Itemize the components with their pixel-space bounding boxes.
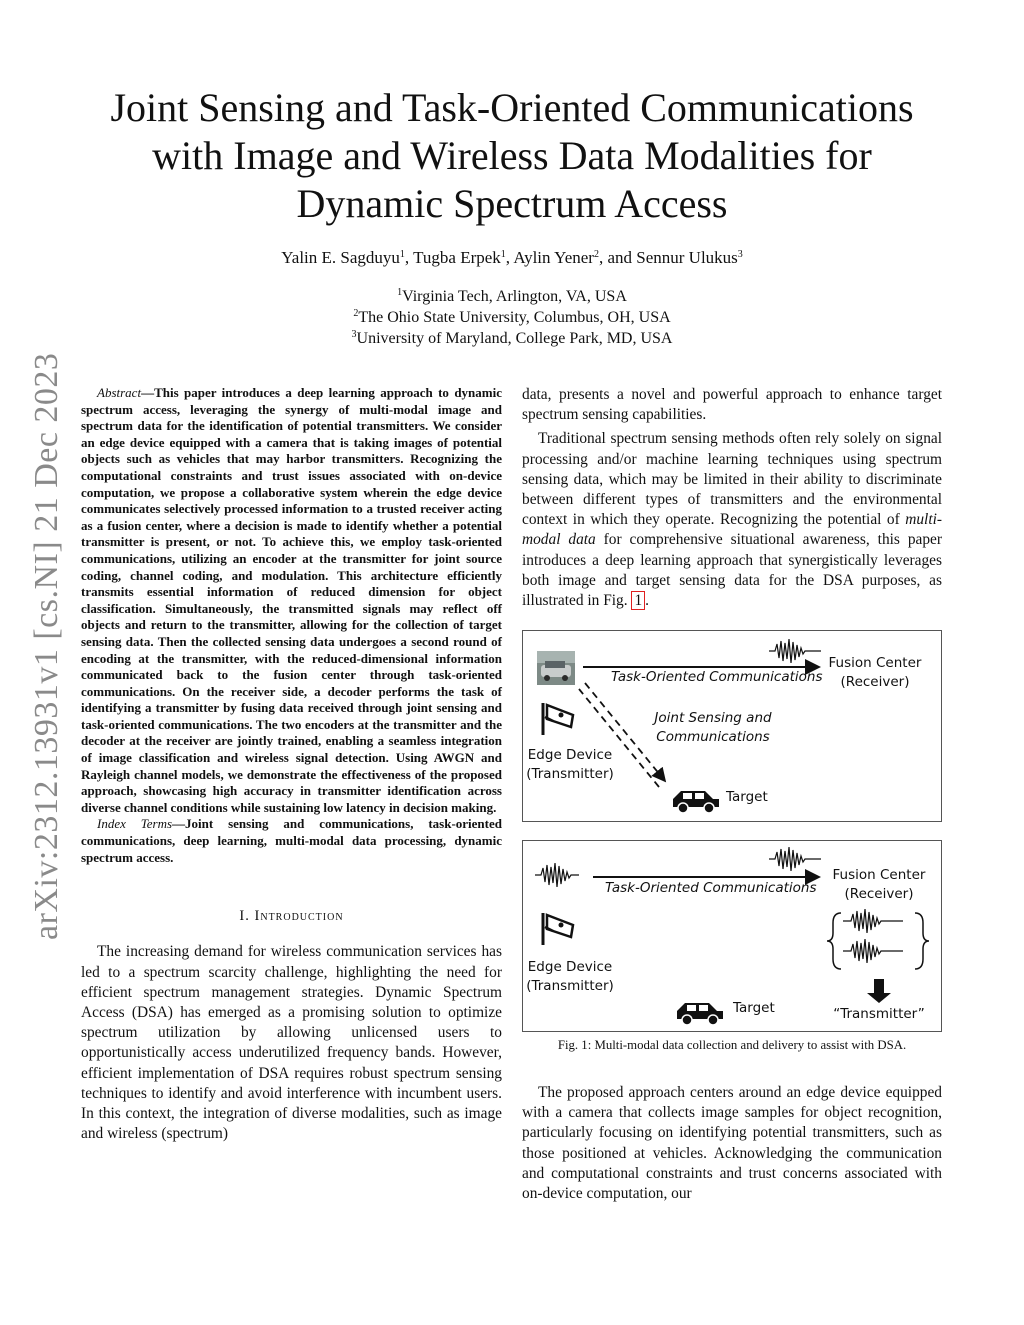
figure-caption: Fig. 1: Multi-modal data collection and delivery to assist with DSA. xyxy=(557,1038,907,1052)
affiliation-mark: 1 xyxy=(397,287,403,298)
author-affiliation-mark: 1 xyxy=(399,249,405,260)
joint-sensing-label: Joint Sensing and xyxy=(654,710,772,726)
edge-device-label: Edge Device xyxy=(527,959,613,975)
figure-reference-link[interactable]: 1 xyxy=(631,591,645,610)
right-paragraph: The proposed approach centers around an edge device equipped with a camera that collects image samples for object recognition, particularly focusing on identifying potential transmitters, such as those positioned at vehicles. Acknowledging the communication and computational constraints and trust concerns associated with on-device computation, our xyxy=(522,1084,942,1203)
figure-top-panel xyxy=(522,630,942,822)
camera-icon xyxy=(543,703,573,735)
right-paragraph xyxy=(522,429,942,611)
right-brace-icon xyxy=(915,913,929,969)
index-terms xyxy=(81,816,502,866)
affiliation-text: University of Maryland, College Park, MD, USA xyxy=(356,330,673,347)
signal-waveform-icon xyxy=(843,939,903,963)
abstract-dash: — xyxy=(141,385,155,400)
author-separator: , xyxy=(404,248,414,267)
affiliation-mark: 3 xyxy=(351,329,357,340)
edge-device-label: Edge Device xyxy=(527,747,613,763)
down-arrow-icon xyxy=(867,979,891,1003)
receiver-label: (Receiver) xyxy=(844,886,914,902)
section-heading xyxy=(81,906,502,926)
signal-waveform-icon xyxy=(769,639,821,663)
abstract-text: This paper introduces a deep learning approach to dynamic spectrum access, leveraging the synergy of multi-modal image and spectrum data for the identification of potential transmitters. We consider an edge device equipped with a camera that is taking images of potential objects such as vehicles that may harbor transmitters. Recognizing the computational constraints and trust issues associated with on-device computation, we propose a collaborative system wherein the edge device communicates selectively processed information to a trusted receiver acting as a fusion center, where a decision is made to identify whether a potential transmitter is present, or not. To achieve this, we employ task-oriented communications, utilizing an encoder at the transmitter for joint source coding, channel coding, and modulation. This architecture efficiently transmits essential information of reduced dimension for object classification. Simultaneously, the transmitted signals may reflect off objects and return to the transmitter, allowing for the collection of target sensing data. Then the collected sensing data undergoes a second round of encoding at the transmitter, with the reduced-dimensional information communicated back to the fusion center through task-oriented communications. On the receiver side, a decoder performs the task of identifying a transmitter by fusing data received through joint sensing and task-oriented communications. The two encoders at the transmitter and the decoder at the receiver are jointly trained, enabling a seamless integration of image classification and wireless signal detection. Using AWGN and Rayleigh channel models, we demonstrate the effectiveness of the proposed approach, showcasing high accuracy in transmitter identification across diverse channel conditions while sustaining low latency in decision making. xyxy=(81,385,502,815)
title-line: Joint Sensing and Task-Oriented Communications xyxy=(110,85,914,130)
left-brace-icon xyxy=(827,913,841,969)
author-affiliation-mark: 1 xyxy=(500,249,506,260)
right-column xyxy=(522,385,942,611)
abstract-label: Abstract xyxy=(97,385,142,400)
output-label: “Transmitter” xyxy=(833,1006,925,1022)
section-title: Introduction xyxy=(254,908,344,925)
arxiv-stamp: arXiv:2312.13931v1 [cs.NI] 21 Dec 2023 xyxy=(28,352,65,940)
abstract xyxy=(81,385,502,816)
left-column xyxy=(81,385,502,1144)
fusion-center-label: Fusion Center xyxy=(828,655,922,671)
right-paragraph: data, presents a novel and powerful approach to enhance target spectrum sensing capabilities. xyxy=(522,386,942,424)
author-list xyxy=(60,248,964,268)
target-label: Target xyxy=(726,789,768,805)
camera-icon xyxy=(543,913,573,945)
transmitter-label: (Transmitter) xyxy=(526,766,614,782)
fusion-center-label: Fusion Center xyxy=(832,867,926,883)
index-terms-dash: — xyxy=(172,816,186,832)
paragraph-text: Traditional spectrum sensing methods often rely solely on signal processing and/or machine learning techniques using spectrum sensing data, which may be limited in their ability to discriminate between different types of transmitters and the environmental context in which they operate. Recognizing the potential of xyxy=(522,430,942,529)
index-terms-label: Index Terms xyxy=(97,816,173,832)
title-line: with Image and Wireless Data Modalities for xyxy=(152,133,872,178)
index-terms-text: Joint sensing and communications, task-oriented communications, deep learning, multi-modal data processing, dynamic spectrum access. xyxy=(81,816,502,865)
transmitter-label: (Transmitter) xyxy=(526,978,614,994)
affiliation xyxy=(60,330,964,348)
vehicle-photo xyxy=(537,651,575,685)
car-icon xyxy=(673,791,719,813)
author-affiliation-mark: 2 xyxy=(593,249,599,260)
author-separator: , xyxy=(505,248,514,267)
emphasis-text: multi-modal data xyxy=(522,511,942,549)
receiver-label: (Receiver) xyxy=(840,674,910,690)
figure-bottom-panel xyxy=(522,840,942,1032)
signal-waveform-icon xyxy=(843,909,903,933)
signal-waveform-icon xyxy=(769,847,821,871)
paragraph-text: for comprehensive situational awareness, this paper introduces a deep learning approach that synergistically leverages both image and target sensing data for the DSA purposes, as illustrated in Fig. xyxy=(522,531,942,610)
author-name: Tugba Erpek xyxy=(413,248,501,267)
author-name: Yalin E. Sagduyu xyxy=(281,248,400,267)
author-name: Aylin Yener xyxy=(513,248,594,267)
title-line: Dynamic Spectrum Access xyxy=(296,181,728,226)
author-name: Sennur Ulukus xyxy=(636,248,738,267)
right-column-lower xyxy=(522,1083,942,1204)
car-icon xyxy=(677,1003,723,1025)
signal-waveform-icon xyxy=(535,863,579,887)
affiliation-mark: 2 xyxy=(353,308,359,319)
affiliation xyxy=(60,288,964,306)
target-label: Target xyxy=(733,1000,775,1016)
joint-sensing-label: Communications xyxy=(656,729,770,745)
task-comm-label: Task-Oriented Communications xyxy=(605,880,817,896)
affiliation xyxy=(60,309,964,327)
task-comm-label: Task-Oriented Communications xyxy=(611,669,823,685)
intro-paragraph: The increasing demand for wireless communication services has led to a spectrum scarcity challenge, highlighting the need for efficient spectrum management strategies. Dynamic Spectrum Access (DSA) has emerged as a promising solution to optimize spectrum utilization by allowing unlicensed users to opportunistically access underutilized frequency bands. However, efficient implementation of DSA requires robust spectrum sensing techniques to identify and avoid interference with incumbent users. In this context, the integration of diverse modalities, such as image and wireless (spectrum) xyxy=(81,943,502,1143)
paper-title xyxy=(60,84,964,228)
paragraph-text: . xyxy=(645,592,650,610)
section-number: I. xyxy=(239,908,250,925)
affiliation-text: The Ohio State University, Columbus, OH, USA xyxy=(358,309,671,326)
author-affiliation-mark: 3 xyxy=(737,249,743,260)
author-separator: , and xyxy=(598,248,637,267)
affiliation-text: Virginia Tech, Arlington, VA, USA xyxy=(402,288,627,305)
